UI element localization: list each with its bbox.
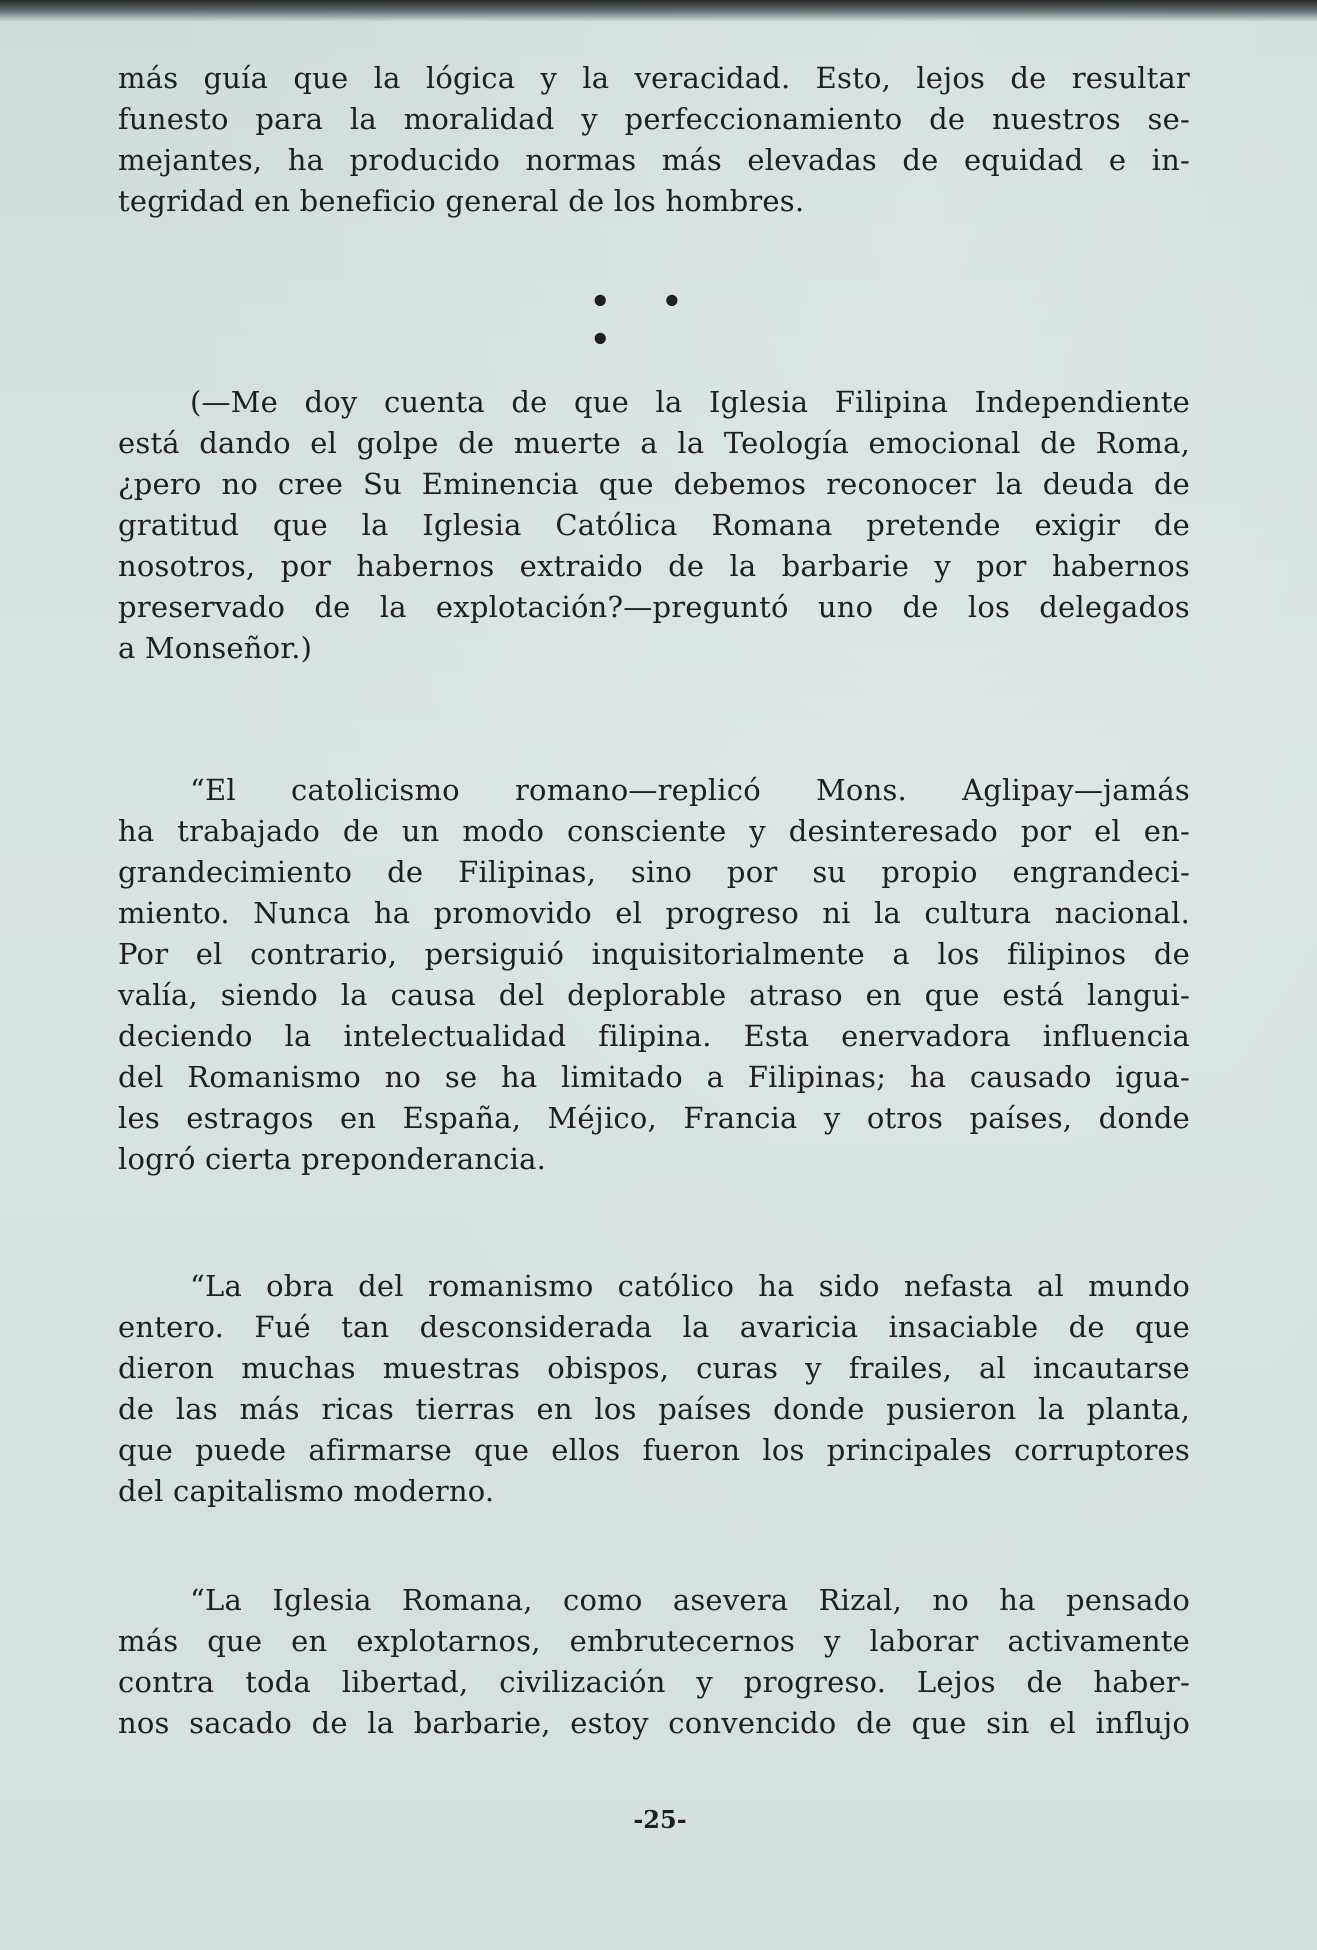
page-number: -25-	[633, 1805, 687, 1834]
text-line: deciendo la intelectualidad filipina. Esta enervadora influencia	[118, 1019, 1190, 1053]
text-line: más que en explotarnos, embrutecernos y laborar activamente	[118, 1624, 1190, 1658]
text-line: (—Me doy cuenta de que la Iglesia Filipina Independiente	[190, 385, 1190, 419]
text-line: funesto para la moralidad y perfeccionamiento de nuestros se-	[118, 102, 1190, 136]
text-line: dieron muchas muestras obispos, curas y frailes, al incautarse	[118, 1351, 1190, 1385]
paragraph-question	[118, 382, 1190, 669]
text-line: está dando el golpe de muerte a la Teología emocional de Roma,	[118, 426, 1190, 460]
paragraph-continuation	[118, 58, 1190, 222]
text-line: valía, siendo la causa del deplorable atraso en que está langui-	[118, 978, 1190, 1012]
text-line: del Romanismo no se ha limitado a Filipinas; ha causado igua-	[118, 1060, 1190, 1094]
text-line: nos sacado de la barbarie, estoy convencido de que sin el influjo	[118, 1706, 1190, 1740]
text-line: de las más ricas tierras en los países donde pusieron la planta,	[118, 1392, 1190, 1426]
text-line: que puede afirmarse que ellos fueron los principales corruptores	[118, 1433, 1190, 1467]
text-line: ¿pero no cree Su Eminencia que debemos reconocer la deuda de	[118, 467, 1190, 501]
text-line: preservado de la explotación?—preguntó uno de los delegados	[118, 590, 1190, 624]
text-line: les estragos en España, Méjico, Francia y otros países, donde	[118, 1101, 1190, 1135]
text-line: miento. Nunca ha promovido el progreso ni la cultura nacional.	[118, 896, 1190, 930]
text-line: nosotros, por habernos extraido de la barbarie y por habernos	[118, 549, 1190, 583]
text-line: del capitalismo moderno.	[118, 1474, 495, 1508]
text-line: “El catolicismo romano—replicó Mons. Aglipay—jamás	[190, 773, 1190, 807]
text-line: logró cierta preponderancia.	[118, 1142, 547, 1176]
text-line: entero. Fué tan desconsiderada la avaricia insaciable de que	[118, 1310, 1190, 1344]
text-line: “La obra del romanismo católico ha sido nefasta al mundo	[190, 1269, 1190, 1303]
paragraph-rizal	[118, 1580, 1190, 1744]
paragraph-romanism	[118, 1266, 1190, 1512]
text-line: grandecimiento de Filipinas, sino por su propio engrandeci-	[118, 855, 1190, 889]
text-line: Por el contrario, persiguió inquisitorialmente a los filipinos de	[118, 937, 1190, 971]
paragraph-reply	[118, 770, 1190, 1180]
text-line: contra toda libertad, civilización y progreso. Lejos de haber-	[118, 1665, 1190, 1699]
text-line: gratitud que la Iglesia Católica Romana pretende exigir de	[118, 508, 1190, 542]
text-line: tegridad en beneficio general de los hombres.	[118, 184, 805, 218]
text-line: más guía que la lógica y la veracidad. Esto, lejos de resultar	[118, 61, 1190, 95]
text-line: mejantes, ha producido normas más elevadas de equidad e in-	[118, 143, 1190, 177]
text-line: “La Iglesia Romana, como asevera Rizal, no ha pensado	[190, 1583, 1190, 1617]
section-separator: • • •	[590, 282, 703, 358]
text-line: a Monseñor.)	[118, 631, 313, 665]
text-line: ha trabajado de un modo consciente y desinteresado por el en-	[118, 814, 1190, 848]
page-top-shadow	[0, 0, 1317, 22]
